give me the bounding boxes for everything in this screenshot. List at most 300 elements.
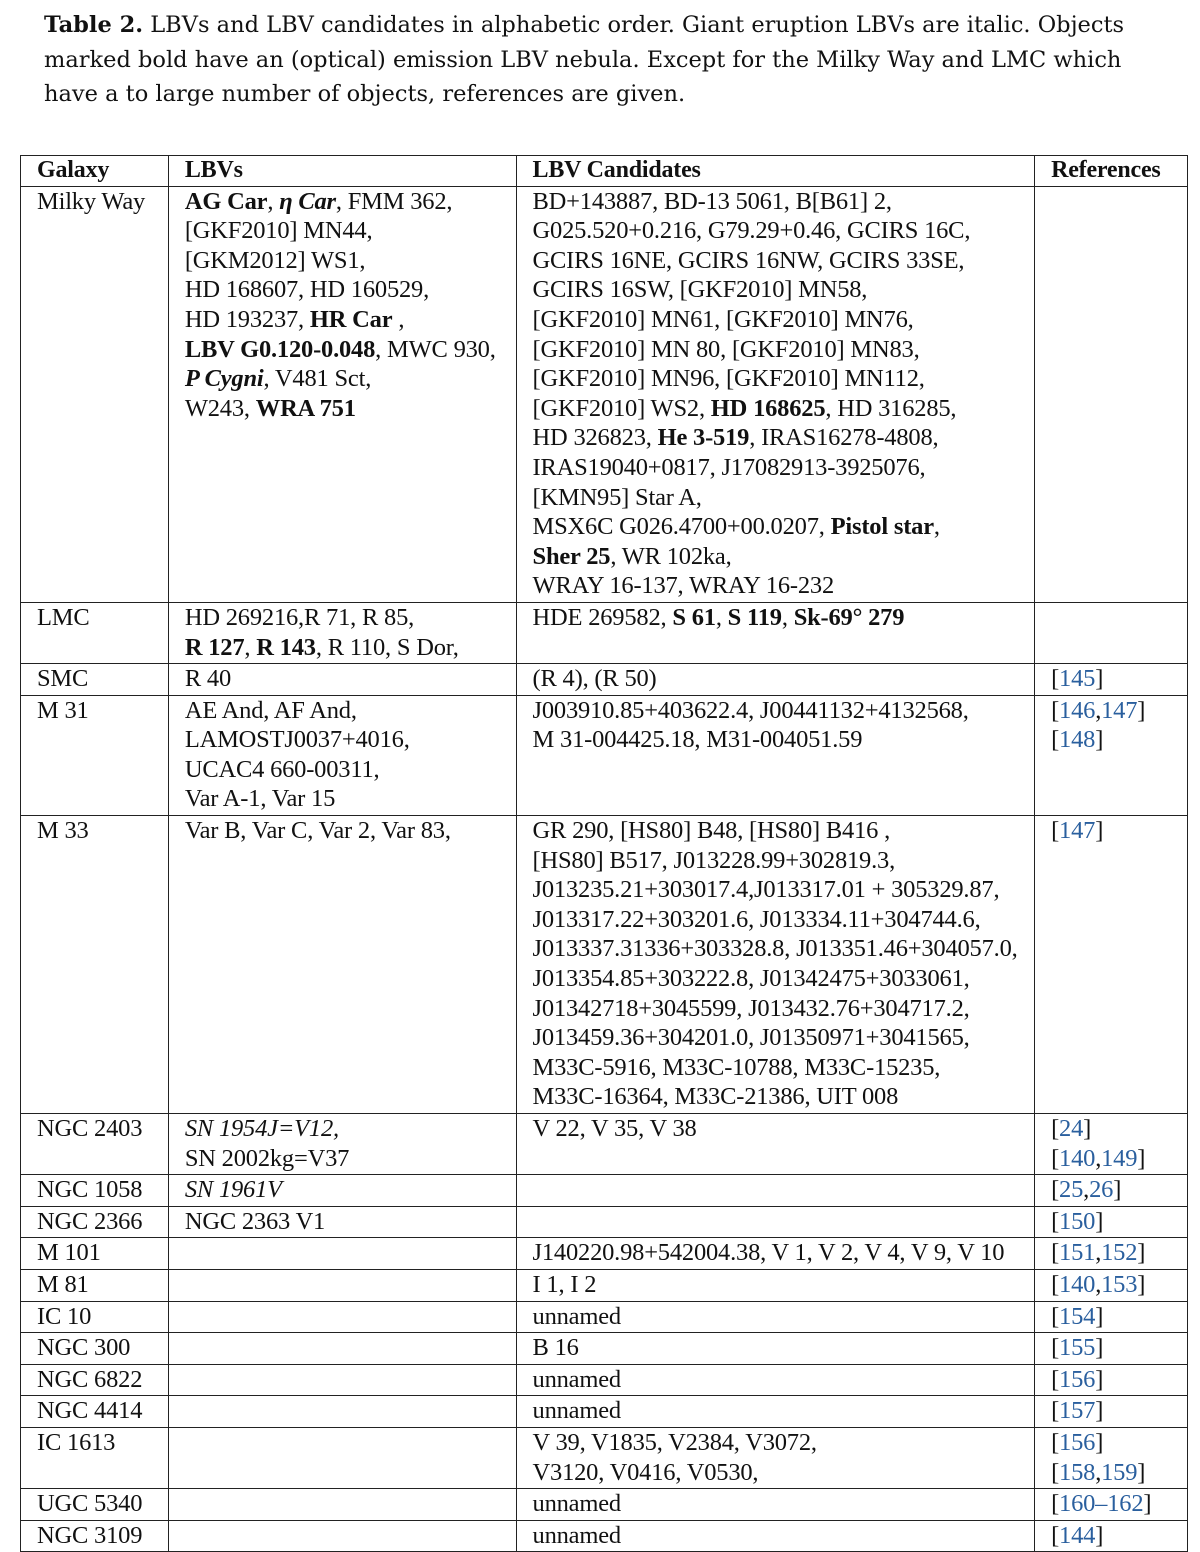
object-name: , IRAS16278-4808,	[749, 424, 939, 452]
candidates-cell	[516, 1114, 1035, 1175]
candidates-cell	[516, 695, 1035, 815]
cell-line	[533, 246, 1035, 276]
reference-bracket: [	[1051, 1521, 1060, 1549]
object-name: , R 110, S Dor,	[315, 633, 459, 661]
object-name: , HD 316285,	[825, 394, 957, 422]
object-name: ,	[267, 187, 280, 215]
table-header-row	[21, 156, 1188, 187]
lbvs-cell	[168, 186, 516, 602]
object-name: [GKF2010] WS2,	[532, 394, 711, 422]
object-name-bold: LBV G0.120-0.048	[184, 335, 376, 363]
lbvs-cell	[168, 1269, 516, 1301]
cell-line	[1051, 1238, 1187, 1268]
table-row	[21, 1520, 1188, 1552]
object-name: J013235.21+303017.4,J013317.01 + 305329.87,	[532, 876, 1000, 904]
object-name-bold: R 127	[184, 633, 245, 661]
reference-bracket: [	[1051, 817, 1060, 845]
object-name: J013354.85+303222.8, J01342475+3033061,	[532, 965, 970, 993]
table-caption	[44, 8, 1174, 112]
candidates-cell	[516, 602, 1035, 663]
object-name: J140220.98+542004.38, V 1, V 2, V 4, V 9, V 10	[532, 1239, 1005, 1267]
object-name-bold: η Car	[279, 187, 336, 215]
object-name: [GKM2012] WS1,	[184, 246, 366, 274]
cell-line	[185, 1207, 516, 1237]
lbvs-cell	[168, 1427, 516, 1488]
references-cell	[1035, 1520, 1188, 1552]
cell-line	[533, 905, 1035, 935]
cell-line	[533, 725, 1035, 755]
galaxy-cell: Milky Way	[21, 186, 169, 602]
cell-line	[1051, 1521, 1187, 1551]
lbvs-cell	[168, 602, 516, 663]
references-cell	[1035, 602, 1188, 663]
cell-line	[533, 1053, 1035, 1083]
reference-bracket: ]	[1137, 1144, 1146, 1172]
lbvs-cell	[168, 1333, 516, 1365]
reference-link[interactable]: 24	[1059, 1115, 1084, 1142]
object-name: unnamed	[532, 1490, 621, 1518]
candidates-cell	[516, 1206, 1035, 1238]
reference-bracket: ]	[1143, 1490, 1152, 1518]
lbvs-cell	[168, 1364, 516, 1396]
reference-link[interactable]: 159	[1101, 1458, 1138, 1486]
object-name-bold: P Cygni	[184, 365, 264, 393]
cell-line	[185, 664, 516, 694]
reference-bracket: [	[1051, 665, 1060, 693]
reference-link[interactable]: 153	[1101, 1270, 1138, 1298]
object-name: HD 168607, HD 160529,	[184, 276, 430, 304]
table-row	[21, 664, 1188, 696]
reference-bracket: ]	[1095, 1207, 1104, 1235]
header-references: References	[1035, 156, 1188, 187]
candidates-cell	[516, 1333, 1035, 1365]
cell-line	[1051, 1428, 1187, 1458]
lbvs-cell	[168, 1520, 516, 1552]
cell-line	[1051, 816, 1187, 846]
references-cell	[1035, 695, 1188, 815]
object-name: UCAC4 660-00311,	[184, 755, 380, 783]
reference-bracket: [	[1051, 1428, 1060, 1456]
object-name: [GKF2010] MN61, [GKF2010] MN76,	[532, 305, 914, 333]
galaxy-cell: NGC 3109	[21, 1520, 169, 1552]
galaxy-cell: M 33	[21, 816, 169, 1114]
cell-line	[533, 1114, 1035, 1144]
object-name: G025.520+0.216, G79.29+0.46, GCIRS 16C,	[532, 217, 971, 245]
candidates-cell	[516, 1238, 1035, 1270]
reference-bracket: ]	[1095, 1428, 1104, 1456]
candidates-cell	[516, 816, 1035, 1114]
cell-line	[185, 1144, 516, 1174]
object-name: J003910.85+403622.4, J00441132+4132568,	[532, 696, 969, 724]
object-name-bold: Sher 25	[532, 542, 611, 570]
object-name: unnamed	[532, 1397, 621, 1425]
reference-bracket: [	[1051, 696, 1060, 724]
reference-bracket: ]	[1095, 1365, 1104, 1393]
reference-bracket: [	[1051, 1490, 1060, 1518]
cell-line	[533, 1365, 1035, 1395]
reference-link[interactable]: 148	[1059, 726, 1096, 754]
reference-link[interactable]: 145	[1059, 665, 1096, 693]
object-name: ,	[715, 603, 728, 631]
object-name: ,	[781, 603, 794, 631]
cell-line	[533, 875, 1035, 905]
reference-link[interactable]: 140	[1059, 1144, 1096, 1172]
cell-line	[533, 1302, 1035, 1332]
reference-bracket: ]	[1095, 665, 1104, 693]
references-cell	[1035, 1427, 1188, 1488]
reference-bracket: [	[1051, 1144, 1060, 1172]
reference-bracket: ]	[1137, 1270, 1146, 1298]
reference-bracket: [	[1051, 1207, 1060, 1235]
table-row	[21, 1206, 1188, 1238]
object-name-bold: HR Car	[309, 305, 393, 333]
cell-line	[533, 1489, 1035, 1519]
candidates-cell	[516, 1520, 1035, 1552]
object-name: unnamed	[532, 1365, 621, 1393]
reference-bracket: [	[1051, 1458, 1060, 1486]
candidates-cell	[516, 664, 1035, 696]
object-name-bold: He 3-519	[657, 424, 750, 452]
cell-line	[533, 542, 1035, 572]
reference-link[interactable]: 146	[1059, 696, 1096, 724]
object-name: W243,	[184, 394, 256, 422]
reference-bracket: [	[1051, 1334, 1060, 1362]
cell-line	[533, 394, 1035, 424]
cell-line	[533, 305, 1035, 335]
object-name: R 40	[184, 665, 231, 693]
candidates-cell	[516, 186, 1035, 602]
lbvs-cell	[168, 1114, 516, 1175]
cell-line	[533, 696, 1035, 726]
object-name: GCIRS 16NE, GCIRS 16NW, GCIRS 33SE,	[532, 246, 965, 274]
reference-link[interactable]: 26	[1089, 1176, 1114, 1204]
object-name: HD 326823,	[532, 424, 658, 452]
object-name: Var A-1, Var 15	[184, 785, 336, 813]
reference-bracket: ]	[1095, 726, 1104, 754]
object-name: HDE 269582,	[532, 603, 673, 631]
object-name: V 22, V 35, V 38	[532, 1115, 697, 1142]
reference-bracket: [	[1051, 1176, 1060, 1204]
object-name: ,	[933, 513, 940, 541]
reference-bracket: ]	[1095, 1302, 1104, 1330]
references-cell	[1035, 1206, 1188, 1238]
references-cell	[1035, 816, 1188, 1114]
object-name: AE And, AF And,	[184, 696, 357, 724]
reference-link[interactable]: 157	[1059, 1397, 1096, 1425]
lbvs-cell	[168, 1301, 516, 1333]
cell-line	[1051, 1270, 1187, 1300]
reference-bracket: [	[1051, 1397, 1060, 1425]
reference-bracket: ]	[1095, 1334, 1104, 1362]
lbvs-cell	[168, 816, 516, 1114]
galaxy-cell: NGC 2403	[21, 1114, 169, 1175]
galaxy-cell: NGC 300	[21, 1333, 169, 1365]
cell-line	[533, 994, 1035, 1024]
object-name: HD 269216,R 71, R 85,	[184, 603, 415, 631]
references-cell	[1035, 1269, 1188, 1301]
references-cell	[1035, 1396, 1188, 1428]
cell-line	[185, 1114, 516, 1144]
reference-bracket: [	[1051, 1239, 1060, 1267]
object-name-bold: S 119	[727, 603, 782, 631]
cell-line	[1051, 725, 1187, 755]
cell-line	[533, 1396, 1035, 1426]
object-name-bold: AG Car	[184, 187, 268, 215]
table-row	[21, 695, 1188, 815]
cell-line	[533, 1428, 1035, 1458]
cell-line	[1051, 1333, 1187, 1363]
cell-line	[185, 364, 516, 394]
cell-line	[533, 1458, 1035, 1488]
references-cell	[1035, 1489, 1188, 1521]
object-name: [GKF2010] MN44,	[184, 217, 373, 245]
cell-line	[1051, 1114, 1187, 1144]
table-row	[21, 816, 1188, 1114]
cell-line	[185, 784, 516, 814]
object-name-bold: R 143	[256, 633, 316, 661]
reference-bracket: ]	[1113, 1176, 1122, 1204]
cell-line	[185, 187, 516, 217]
reference-link[interactable]: 158	[1059, 1458, 1096, 1486]
galaxy-cell: UGC 5340	[21, 1489, 169, 1521]
references-cell	[1035, 664, 1188, 696]
lbvs-cell	[168, 1175, 516, 1207]
cell-line	[1051, 696, 1187, 726]
table-row	[21, 1333, 1188, 1365]
reference-bracket: ,	[1095, 1239, 1102, 1267]
reference-bracket: ,	[1083, 1176, 1090, 1204]
object-name: M 31-004425.18, M31-004051.59	[532, 726, 863, 754]
table-row	[21, 1396, 1188, 1428]
cell-line	[533, 1023, 1035, 1053]
reference-bracket: [	[1051, 1365, 1060, 1393]
cell-line	[533, 571, 1035, 601]
object-name: [HS80] B517, J013228.99+302819.3,	[532, 846, 896, 874]
cell-line	[533, 1270, 1035, 1300]
reference-bracket: ]	[1137, 1239, 1146, 1267]
table-body	[21, 186, 1188, 1552]
references-cell	[1035, 1238, 1188, 1270]
candidates-cell	[516, 1301, 1035, 1333]
object-name: SN 2002kg=V37	[184, 1144, 350, 1172]
lbvs-cell	[168, 1396, 516, 1428]
header-lbvs: LBVs	[168, 156, 516, 187]
object-name: Var B, Var C, Var 2, Var 83,	[184, 817, 451, 845]
cell-line	[185, 275, 516, 305]
lbvs-cell	[168, 1489, 516, 1521]
cell-line	[533, 216, 1035, 246]
reference-link[interactable]: 154	[1059, 1302, 1096, 1330]
reference-bracket: ,	[1095, 1458, 1102, 1486]
object-name: IRAS19040+0817, J17082913-3925076,	[532, 453, 926, 481]
cell-line	[533, 1333, 1035, 1363]
galaxy-cell: NGC 4414	[21, 1396, 169, 1428]
lbvs-cell	[168, 695, 516, 815]
reference-bracket: ]	[1137, 1458, 1146, 1486]
cell-line	[533, 1521, 1035, 1551]
reference-link[interactable]: 25	[1059, 1176, 1084, 1204]
object-name-italic: SN 1961V	[184, 1176, 282, 1204]
cell-line	[533, 423, 1035, 453]
galaxy-cell: NGC 1058	[21, 1175, 169, 1207]
table-row	[21, 1175, 1188, 1207]
object-name: unnamed	[532, 1302, 621, 1330]
object-name: , WR 102ka,	[610, 542, 732, 570]
reference-bracket: [	[1051, 1115, 1060, 1142]
reference-bracket: ]	[1137, 696, 1146, 724]
cell-line	[1051, 1396, 1187, 1426]
object-name: B 16	[532, 1334, 579, 1362]
cell-line	[1051, 1365, 1187, 1395]
cell-line	[1051, 1302, 1187, 1332]
object-name: M33C-16364, M33C-21386, UIT 008	[532, 1083, 899, 1111]
reference-bracket: ]	[1095, 1397, 1104, 1425]
object-name: , V481 Sct,	[263, 365, 372, 393]
reference-link[interactable]: 152	[1101, 1239, 1138, 1267]
reference-link[interactable]: 150	[1059, 1207, 1096, 1235]
reference-bracket: [	[1051, 1270, 1060, 1298]
reference-bracket: ,	[1095, 1144, 1102, 1172]
object-name: , FMM 362,	[335, 187, 453, 215]
galaxy-cell: IC 10	[21, 1301, 169, 1333]
table-row	[21, 1489, 1188, 1521]
object-name: ,	[392, 305, 405, 333]
object-name: HD 193237,	[184, 305, 310, 333]
reference-link[interactable]: 140	[1059, 1270, 1096, 1298]
cell-line	[1051, 1207, 1187, 1237]
object-name: ,	[244, 633, 257, 661]
galaxy-cell: NGC 2366	[21, 1206, 169, 1238]
lbvs-cell	[168, 664, 516, 696]
object-name: J013337.31336+303328.8, J013351.46+304057.0,	[532, 935, 1018, 963]
galaxy-cell: M 81	[21, 1269, 169, 1301]
references-cell	[1035, 1333, 1188, 1365]
cell-line	[185, 335, 516, 365]
object-name: V 39, V1835, V2384, V3072,	[532, 1428, 817, 1456]
cell-line	[185, 1175, 516, 1205]
cell-line	[533, 846, 1035, 876]
reference-bracket: [	[1051, 726, 1060, 754]
references-cell	[1035, 1301, 1188, 1333]
cell-line	[533, 364, 1035, 394]
candidates-cell	[516, 1489, 1035, 1521]
reference-bracket: [	[1051, 1302, 1060, 1330]
object-name: J01342718+3045599, J013432.76+304717.2,	[532, 994, 970, 1022]
cell-line	[533, 512, 1035, 542]
reference-link[interactable]: 144	[1059, 1521, 1096, 1549]
lbvs-cell	[168, 1206, 516, 1238]
cell-line	[533, 964, 1035, 994]
reference-bracket: ,	[1095, 1270, 1102, 1298]
cell-line	[185, 394, 516, 424]
object-name: V3120, V0416, V0530,	[532, 1458, 759, 1486]
cell-line	[533, 934, 1035, 964]
caption-label: Table 2.	[44, 12, 144, 38]
cell-line	[533, 1238, 1035, 1268]
table-row	[21, 1114, 1188, 1175]
reference-link[interactable]: 156	[1059, 1365, 1096, 1393]
cell-line	[1051, 1489, 1187, 1519]
object-name: I 1, I 2	[532, 1270, 597, 1298]
cell-line	[185, 246, 516, 276]
object-name: GR 290, [HS80] B48, [HS80] B416 ,	[532, 817, 891, 845]
object-name: unnamed	[532, 1521, 621, 1549]
object-name: [KMN95] Star A,	[532, 483, 702, 511]
object-name: [GKF2010] MN 80, [GKF2010] MN83,	[532, 335, 920, 363]
candidates-cell	[516, 1269, 1035, 1301]
object-name: [GKF2010] MN96, [GKF2010] MN112,	[532, 365, 925, 393]
object-name: NGC 2363 V1	[184, 1207, 326, 1235]
cell-line	[1051, 1144, 1187, 1174]
reference-link[interactable]: 156	[1059, 1428, 1096, 1456]
galaxy-cell: M 31	[21, 695, 169, 815]
cell-line	[533, 1082, 1035, 1112]
cell-line	[533, 187, 1035, 217]
object-name: BD+143887, BD-13 5061, B[B61] 2,	[532, 187, 892, 215]
reference-bracket: ]	[1095, 817, 1104, 845]
cell-line	[533, 816, 1035, 846]
cell-line	[533, 335, 1035, 365]
cell-line	[185, 216, 516, 246]
candidates-cell	[516, 1396, 1035, 1428]
object-name: MSX6C G026.4700+00.0207,	[532, 513, 831, 541]
lbvs-cell	[168, 1238, 516, 1270]
reference-link[interactable]: 160–162	[1059, 1490, 1144, 1518]
reference-link[interactable]: 151	[1059, 1239, 1096, 1267]
cell-line	[185, 725, 516, 755]
object-name: WRAY 16-137, WRAY 16-232	[532, 572, 834, 600]
galaxy-cell: M 101	[21, 1238, 169, 1270]
object-name: M33C-5916, M33C-10788, M33C-15235,	[532, 1053, 941, 1081]
table-row	[21, 1269, 1188, 1301]
object-name-bold: HD 168625	[710, 394, 826, 422]
cell-line	[185, 305, 516, 335]
reference-link[interactable]: 149	[1101, 1144, 1138, 1172]
galaxy-cell: NGC 6822	[21, 1364, 169, 1396]
reference-link[interactable]: 147	[1059, 817, 1096, 845]
header-galaxy: Galaxy	[21, 156, 169, 187]
header-lbv-candidates: LBV Candidates	[516, 156, 1035, 187]
lbv-table	[20, 155, 1188, 1552]
object-name: J013317.22+303201.6, J013334.11+304744.6,	[532, 905, 981, 933]
galaxy-cell: LMC	[21, 602, 169, 663]
cell-line	[533, 664, 1035, 694]
table-row	[21, 1301, 1188, 1333]
cell-line	[533, 275, 1035, 305]
cell-line	[533, 603, 1035, 633]
object-name-bold: WRA 751	[255, 394, 356, 422]
galaxy-cell: SMC	[21, 664, 169, 696]
cell-line	[185, 633, 516, 663]
reference-link[interactable]: 147	[1101, 696, 1138, 724]
references-cell	[1035, 186, 1188, 602]
table-row	[21, 1238, 1188, 1270]
table-row	[21, 602, 1188, 663]
table-row	[21, 1364, 1188, 1396]
candidates-cell	[516, 1364, 1035, 1396]
reference-bracket: ]	[1083, 1115, 1092, 1142]
object-name-bold: Pistol star	[830, 513, 934, 541]
cell-line	[185, 696, 516, 726]
reference-bracket: ]	[1095, 1521, 1104, 1549]
candidates-cell	[516, 1175, 1035, 1207]
reference-link[interactable]: 155	[1059, 1334, 1096, 1362]
candidates-cell	[516, 1427, 1035, 1488]
cell-line	[185, 816, 516, 846]
caption-text: LBVs and LBV candidates in alphabetic order. Giant eruption LBVs are italic. Objects marked bold have an (optical) emission LBV nebula. Except for the Milky Way and LMC which have a to large number of objects, references are given.	[44, 12, 1125, 107]
reference-bracket: ,	[1095, 696, 1102, 724]
table-row	[21, 1427, 1188, 1488]
